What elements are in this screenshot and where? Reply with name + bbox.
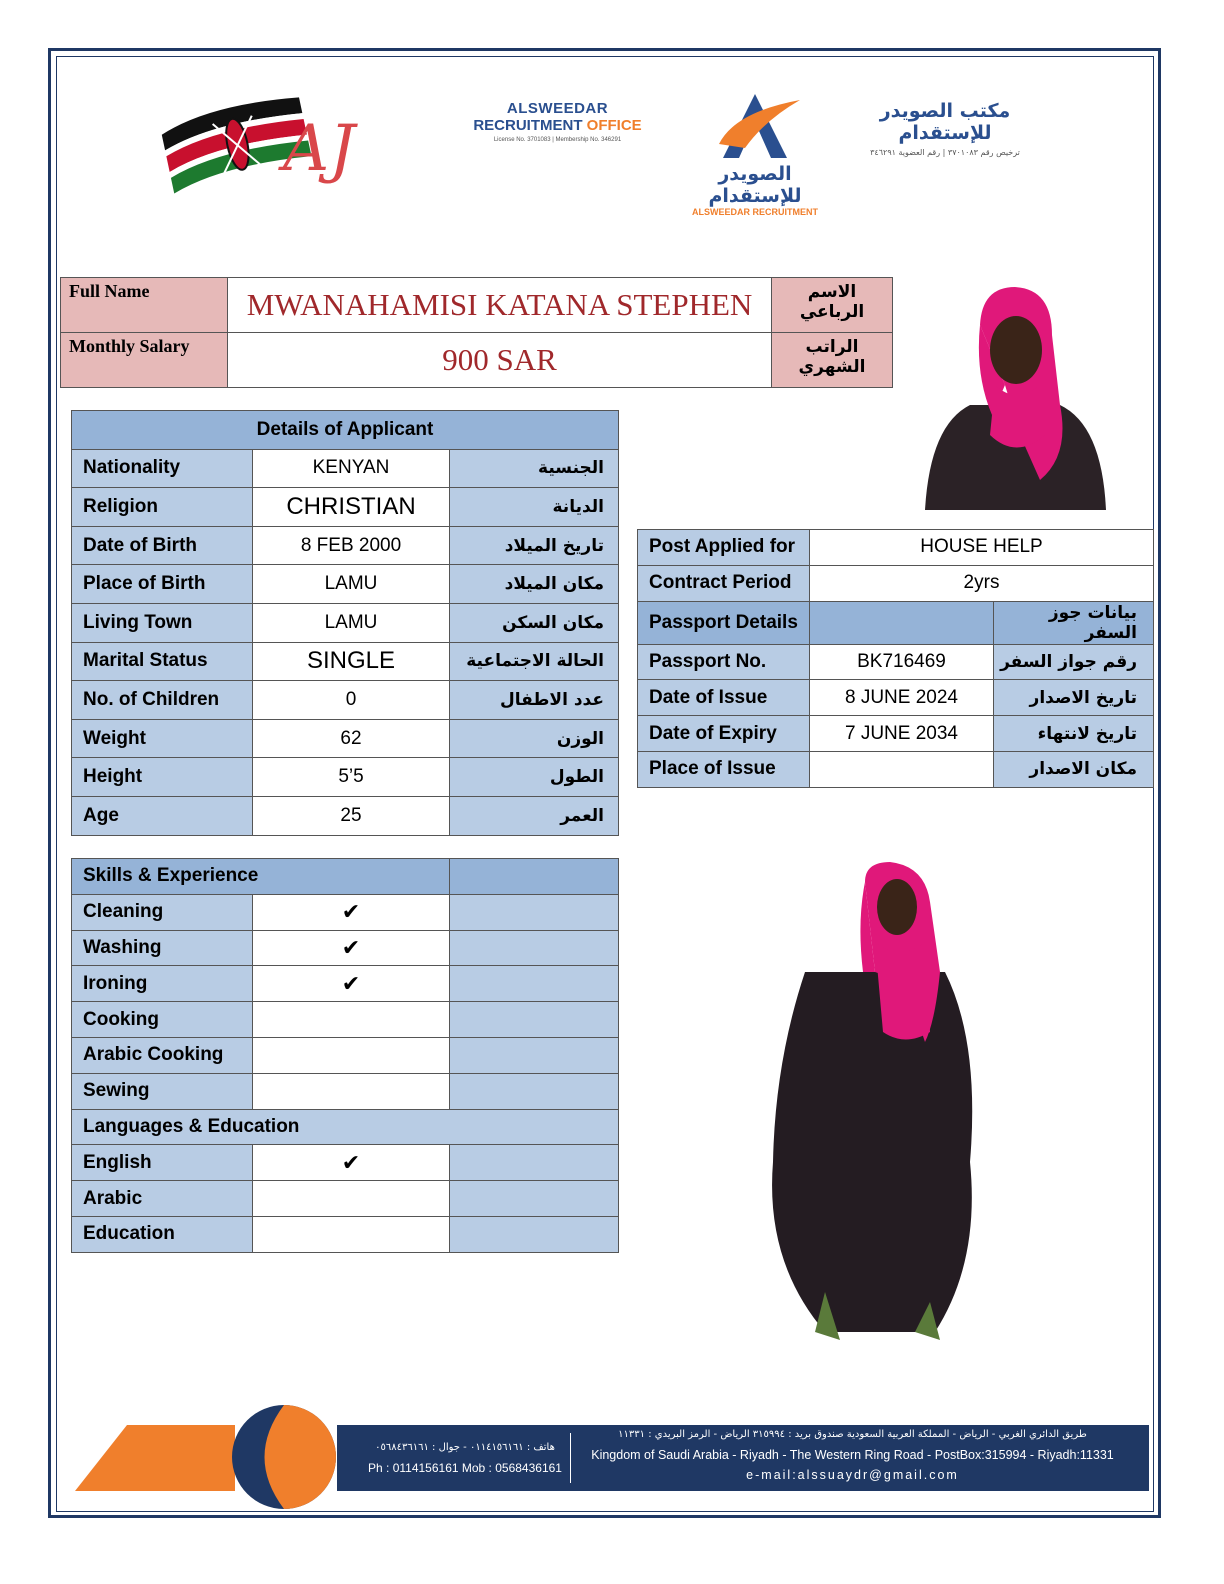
aj-initials: AJ (283, 112, 355, 186)
skill-label: Arabic Cooking (72, 1037, 253, 1073)
table-row (72, 642, 619, 681)
passport-arabic: رقم جواز السفر (994, 644, 1154, 680)
detail-value: KENYAN (253, 449, 450, 488)
alsweedar-a-logo (685, 92, 825, 217)
passport-arabic: تاريخ الاصدار (994, 680, 1154, 716)
skill-label: Cooking (72, 1002, 253, 1038)
table-row (72, 681, 619, 720)
detail-arabic: الحالة الاجتماعية (450, 642, 619, 681)
arabic-office-title: مكتب الصويدر للإستقدام (879, 100, 1011, 144)
contract-label: Contract Period (638, 565, 810, 601)
footer-logo-icon (75, 1405, 345, 1511)
language-check (253, 1216, 450, 1252)
detail-value: 5’5 (253, 758, 450, 797)
detail-label: Nationality (72, 449, 253, 488)
table-row (72, 603, 619, 642)
detail-label: Height (72, 758, 253, 797)
table-row (72, 894, 619, 930)
table-row (72, 1145, 619, 1181)
table-row (72, 719, 619, 758)
table-row (638, 751, 1154, 787)
detail-value: 8 FEB 2000 (253, 526, 450, 565)
footer-separator (570, 1433, 571, 1483)
table-row (638, 601, 1154, 644)
a-logo-arabic: الصويدر للإستقدام (708, 163, 802, 207)
a-logo-english: ALSWEEDAR RECRUITMENT (692, 207, 818, 217)
skill-check: ✔ (253, 966, 450, 1002)
passport-header-arabic: بيانات جوز السفر (994, 601, 1154, 644)
arabic-office-license: ترخيص رقم ٣٧٠١٠٨٣ | رقم العضوية ٣٤٦٢٩١ (870, 148, 1020, 157)
table-row (72, 526, 619, 565)
passport-label: Date of Expiry (638, 716, 810, 752)
aj-kenya-flag-logo (158, 85, 368, 205)
table-row (72, 1181, 619, 1217)
detail-value: 0 (253, 681, 450, 720)
table-row (638, 530, 1154, 566)
detail-value: SINGLE (253, 642, 450, 681)
alsweedar-office-logo (465, 100, 650, 143)
applicant-portrait-photo (920, 285, 1110, 510)
passport-value: 7 JUNE 2034 (810, 716, 994, 752)
detail-label: Weight (72, 719, 253, 758)
language-check: ✔ (253, 1145, 450, 1181)
footer (75, 1405, 1150, 1511)
detail-value: 62 (253, 719, 450, 758)
detail-arabic: الطول (450, 758, 619, 797)
post-value: HOUSE HELP (810, 530, 1154, 566)
skill-check: ✔ (253, 894, 450, 930)
table-row (72, 565, 619, 604)
detail-arabic: الجنسية (450, 449, 619, 488)
detail-value: 25 (253, 796, 450, 835)
detail-label: No. of Children (72, 681, 253, 720)
table-row (72, 1037, 619, 1073)
table-row (638, 644, 1154, 680)
table-row (72, 1073, 619, 1109)
passport-label: Passport No. (638, 644, 810, 680)
detail-label: Place of Birth (72, 565, 253, 604)
skills-table (71, 858, 619, 1253)
salary-label: Monthly Salary (61, 333, 228, 388)
skill-check (253, 1073, 450, 1109)
a-letter-icon (705, 92, 805, 162)
language-label: Arabic (72, 1181, 253, 1217)
post-passport-table (637, 529, 1154, 788)
footer-address-arabic: طريق الدائري الغربي - الرياض - المملكة العربية السعودية صندوق بريد : ٣١٥٩٩٤ الرياض - الرمز البريدي : ١١٣٣١ (618, 1429, 1087, 1440)
post-label: Post Applied for (638, 530, 810, 566)
language-label: English (72, 1145, 253, 1181)
passport-header: Passport Details (638, 601, 810, 644)
detail-label: Date of Birth (72, 526, 253, 565)
full-name-arabic: الاسم الرباعي (772, 278, 893, 333)
table-row (638, 716, 1154, 752)
applicant-details-table (71, 410, 619, 836)
passport-label: Date of Issue (638, 680, 810, 716)
name-salary-table (60, 277, 893, 388)
applicant-full-body-photo (765, 862, 990, 1340)
detail-arabic: الوزن (450, 719, 619, 758)
full-name-value: MWANAHAMISI KATANA STEPHEN (228, 278, 772, 333)
skills-title: Skills & Experience (72, 859, 450, 895)
table-row (72, 1216, 619, 1252)
footer-address (580, 1425, 1125, 1485)
language-check (253, 1181, 450, 1217)
detail-arabic: الديانة (450, 488, 619, 527)
office-logo-license: License No. 3701083 | Membership No. 346291 (493, 137, 622, 143)
table-row (72, 449, 619, 488)
passport-value: 8 JUNE 2024 (810, 680, 994, 716)
skill-label: Cleaning (72, 894, 253, 930)
detail-value: LAMU (253, 603, 450, 642)
table-row (72, 1002, 619, 1038)
arabic-office-logo (845, 100, 1045, 157)
table-row (72, 758, 619, 797)
passport-value (810, 751, 994, 787)
detail-label: Religion (72, 488, 253, 527)
passport-arabic: مكان الاصدار (994, 751, 1154, 787)
skill-check (253, 1002, 450, 1038)
detail-label: Marital Status (72, 642, 253, 681)
table-row (72, 966, 619, 1002)
footer-phone-english: Ph : 0114156161 Mob : 0568436161 (368, 1461, 562, 1475)
contract-value: 2yrs (810, 565, 1154, 601)
skill-label: Washing (72, 930, 253, 966)
languages-title: Languages & Education (72, 1109, 619, 1145)
detail-arabic: تاريخ الميلاد (450, 526, 619, 565)
details-title: Details of Applicant (72, 411, 619, 450)
detail-arabic: مكان الميلاد (450, 565, 619, 604)
office-logo-line1: ALSWEEDAR (506, 100, 609, 117)
skill-label: Sewing (72, 1073, 253, 1109)
footer-email[interactable]: e-mail:alssuaydr@gmail.com (746, 1468, 959, 1482)
footer-phone-arabic: هاتف : ٠١١٤١٥٦١٦١ - جوال : ٠٥٦٨٤٣٦١٦١ (375, 1442, 555, 1453)
table-row (72, 796, 619, 835)
skill-check (253, 1037, 450, 1073)
table-row (638, 680, 1154, 716)
full-name-label: Full Name (61, 278, 228, 333)
salary-value: 900 SAR (228, 333, 772, 388)
detail-arabic: العمر (450, 796, 619, 835)
table-row (72, 488, 619, 527)
footer-address-english: Kingdom of Saudi Arabia - Riyadh - The Western Ring Road - PostBox:315994 - Riyadh:11331 (591, 1448, 1114, 1462)
detail-value: LAMU (253, 565, 450, 604)
detail-arabic: عدد الاطفال (450, 681, 619, 720)
passport-label: Place of Issue (638, 751, 810, 787)
skill-label: Ironing (72, 966, 253, 1002)
skill-check: ✔ (253, 930, 450, 966)
footer-phones (365, 1438, 565, 1478)
passport-value: BK716469 (810, 644, 994, 680)
detail-arabic: مكان السكن (450, 603, 619, 642)
passport-arabic: تاريخ لانتهاء (994, 716, 1154, 752)
detail-label: Age (72, 796, 253, 835)
language-label: Education (72, 1216, 253, 1252)
office-logo-line2: RECRUITMENT OFFICE (473, 117, 642, 134)
table-row (638, 565, 1154, 601)
table-row (72, 930, 619, 966)
salary-arabic: الراتب الشهري (772, 333, 893, 388)
detail-value: CHRISTIAN (253, 488, 450, 527)
detail-label: Living Town (72, 603, 253, 642)
